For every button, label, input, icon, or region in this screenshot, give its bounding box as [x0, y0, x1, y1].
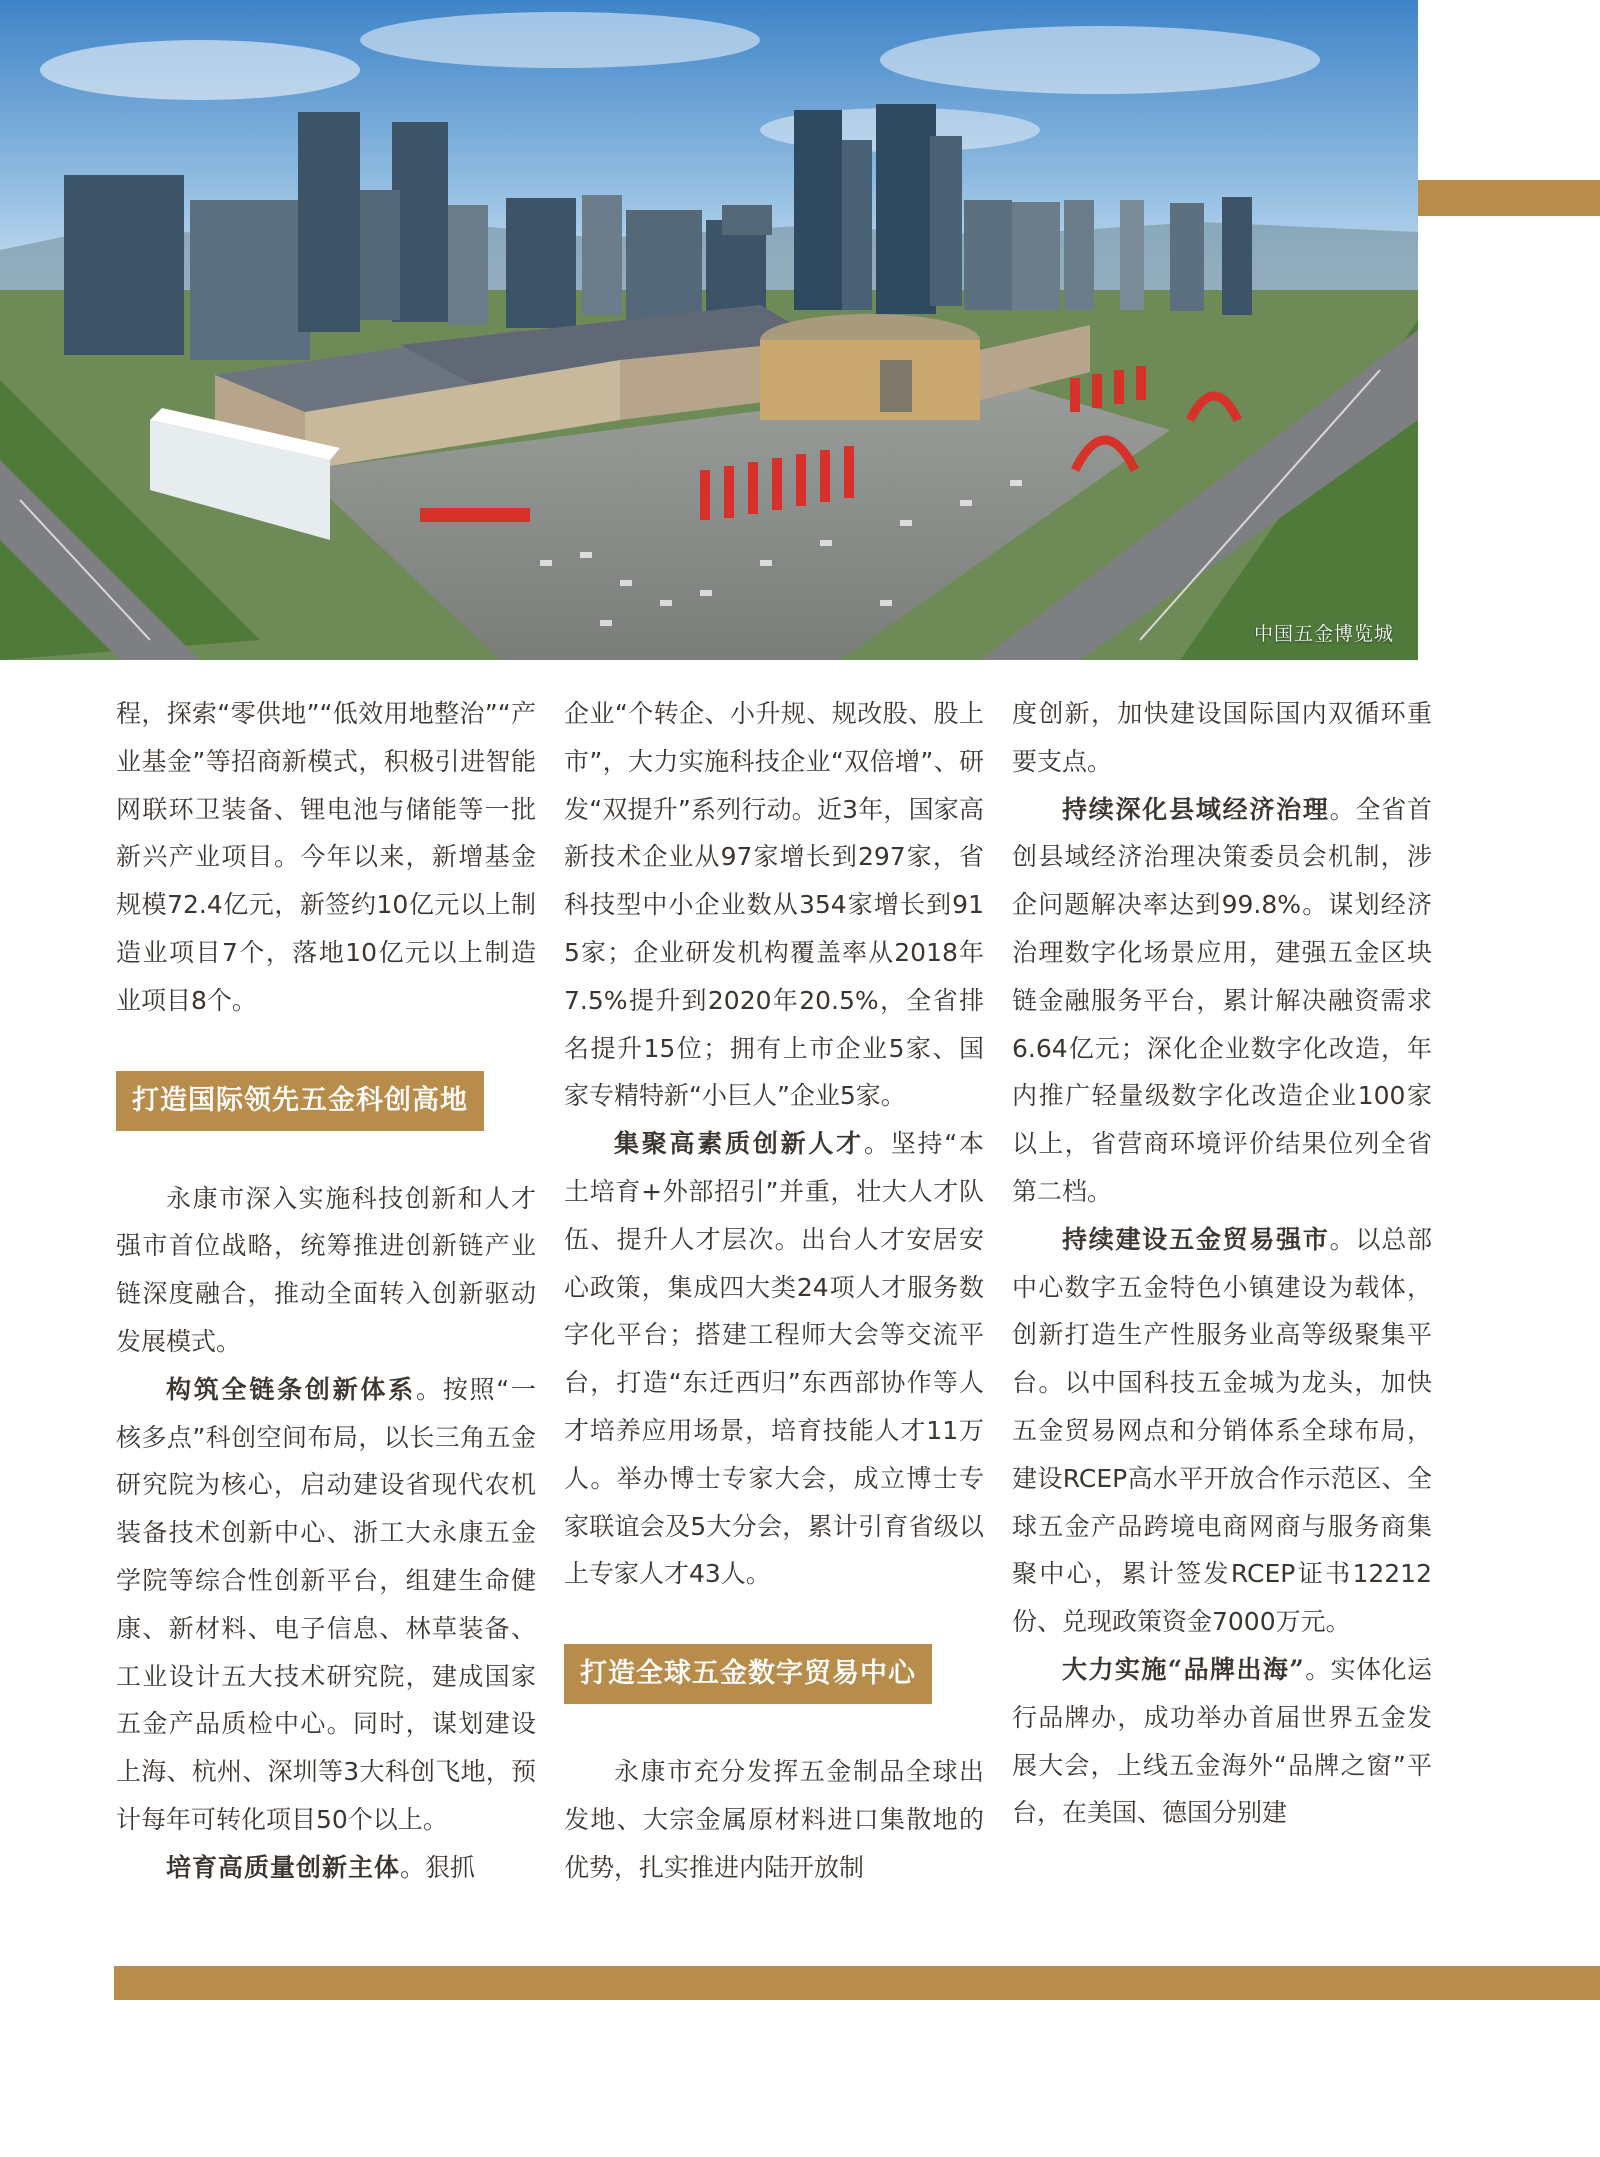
paragraph: 度创新，加快建设国际国内双循环重要支点。	[1012, 699, 1432, 776]
column-2	[564, 690, 984, 1892]
paragraph: 永康市充分发挥五金制品全球出发地、大宗金属原材料进口集散地的优势，扎实推进内陆开放制	[564, 1757, 984, 1882]
paragraph-body: 。实体化运行品牌办，成功举办首届世界五金发展大会，上线五金海外“品牌之窗”平台，在美国、德国分别建	[1012, 1654, 1432, 1828]
expo-city-aerial-illustration	[0, 0, 1418, 660]
paragraph-body: 。坚持“本土培育+外部招引”并重，壮大人才队伍、提升人才层次。出台人才安居安心政策，集成四大类24项人才服务数字化平台；搭建工程师大会等交流平台，打造“东迁西归”东西部协作等人才培养应用场景，培育技能人才11万人。举办博士专家大会，成立博士专家联谊会及5大分会，累计引育省级以上专家人才43人。	[564, 1129, 984, 1589]
paragraph-lead: 集聚高素质创新人才	[614, 1129, 864, 1159]
paragraph	[1012, 1646, 1432, 1837]
paragraph-body: 。狠抓	[400, 1852, 476, 1882]
section-heading: 打造国际领先五金科创高地	[116, 1071, 484, 1131]
paragraph-lead: 构筑全链条创新体系	[166, 1374, 416, 1404]
column-1	[116, 690, 536, 1892]
column-3	[1012, 690, 1432, 1837]
photo-caption: 中国五金博览城	[1253, 623, 1394, 645]
paragraph-lead: 培育高质量创新主体	[166, 1852, 401, 1882]
paragraph	[564, 1120, 984, 1598]
paragraph	[1012, 1216, 1432, 1646]
paragraph: 程，探索“零供地”“低效用地整治”“产业基金”等招商新模式，积极引进智能网联环卫装备、锂电池与储能等一批新兴产业项目。今年以来，新增基金规模72.4亿元，新签约10亿元以上制造业项目7个，落地10亿元以上制造业项目8个。	[116, 699, 536, 1015]
paragraph	[116, 1844, 536, 1892]
accent-tab	[1418, 180, 1600, 216]
section-heading: 打造全球五金数字贸易中心	[564, 1644, 932, 1704]
paragraph-lead: 持续深化县域经济治理	[1062, 794, 1330, 824]
bottom-accent-bar	[114, 1966, 1600, 2000]
paragraph-lead: 持续建设五金贸易强市	[1062, 1224, 1330, 1254]
paragraph: 永康市深入实施科技创新和人才强市首位战略，统筹推进创新链产业链深度融合，推动全面转入创新驱动发展模式。	[116, 1183, 536, 1356]
hero-photo	[0, 0, 1418, 660]
paragraph-lead: 大力实施“品牌出海”	[1062, 1654, 1305, 1684]
paragraph-body: 。全省首创县域经济治理决策委员会机制，涉企问题解决率达到99.8%。谋划经济治理数字化场景应用，建强五金区块链金融服务平台，累计解决融资需求6.64亿元；深化企业数字化改造，年内推广轻量级数字化改造企业100家以上，省营商环境评价结果位列全省第二档。	[1012, 794, 1432, 1206]
paragraph-body: 。以总部中心数字五金特色小镇建设为载体，创新打造生产性服务业高等级聚集平台。以中国科技五金城为龙头，加快五金贸易网点和分销体系全球布局，建设RCEP高水平开放合作示范区、全球五金产品跨境电商网商与服务商集聚中心，累计签发RCEP证书12212份、兑现政策资金7000万元。	[1012, 1224, 1432, 1637]
paragraph	[1012, 786, 1432, 1216]
paragraph: 企业“个转企、小升规、规改股、股上市”，大力实施科技企业“双倍增”、研发“双提升”系列行动。近3年，国家高新技术企业从97家增长到297家，省科技型中小企业数从354家增长到915家；企业研发机构覆盖率从2018年7.5%提升到2020年20.5%，全省排名提升15位；拥有上市企业5家、国家专精特新“小巨人”企业5家。	[564, 699, 984, 1111]
paragraph	[116, 1366, 536, 1844]
paragraph-body: 。按照“一核多点”科创空间布局，以长三角五金研究院为核心，启动建设省现代农机装备技术创新中心、浙工大永康五金学院等综合性创新平台，组建生命健康、新材料、电子信息、林草装备、工业设计五大技术研究院，建成国家五金产品质检中心。同时，谋划建设上海、杭州、深圳等3大科创飞地，预计每年可转化项目50个以上。	[116, 1374, 536, 1834]
